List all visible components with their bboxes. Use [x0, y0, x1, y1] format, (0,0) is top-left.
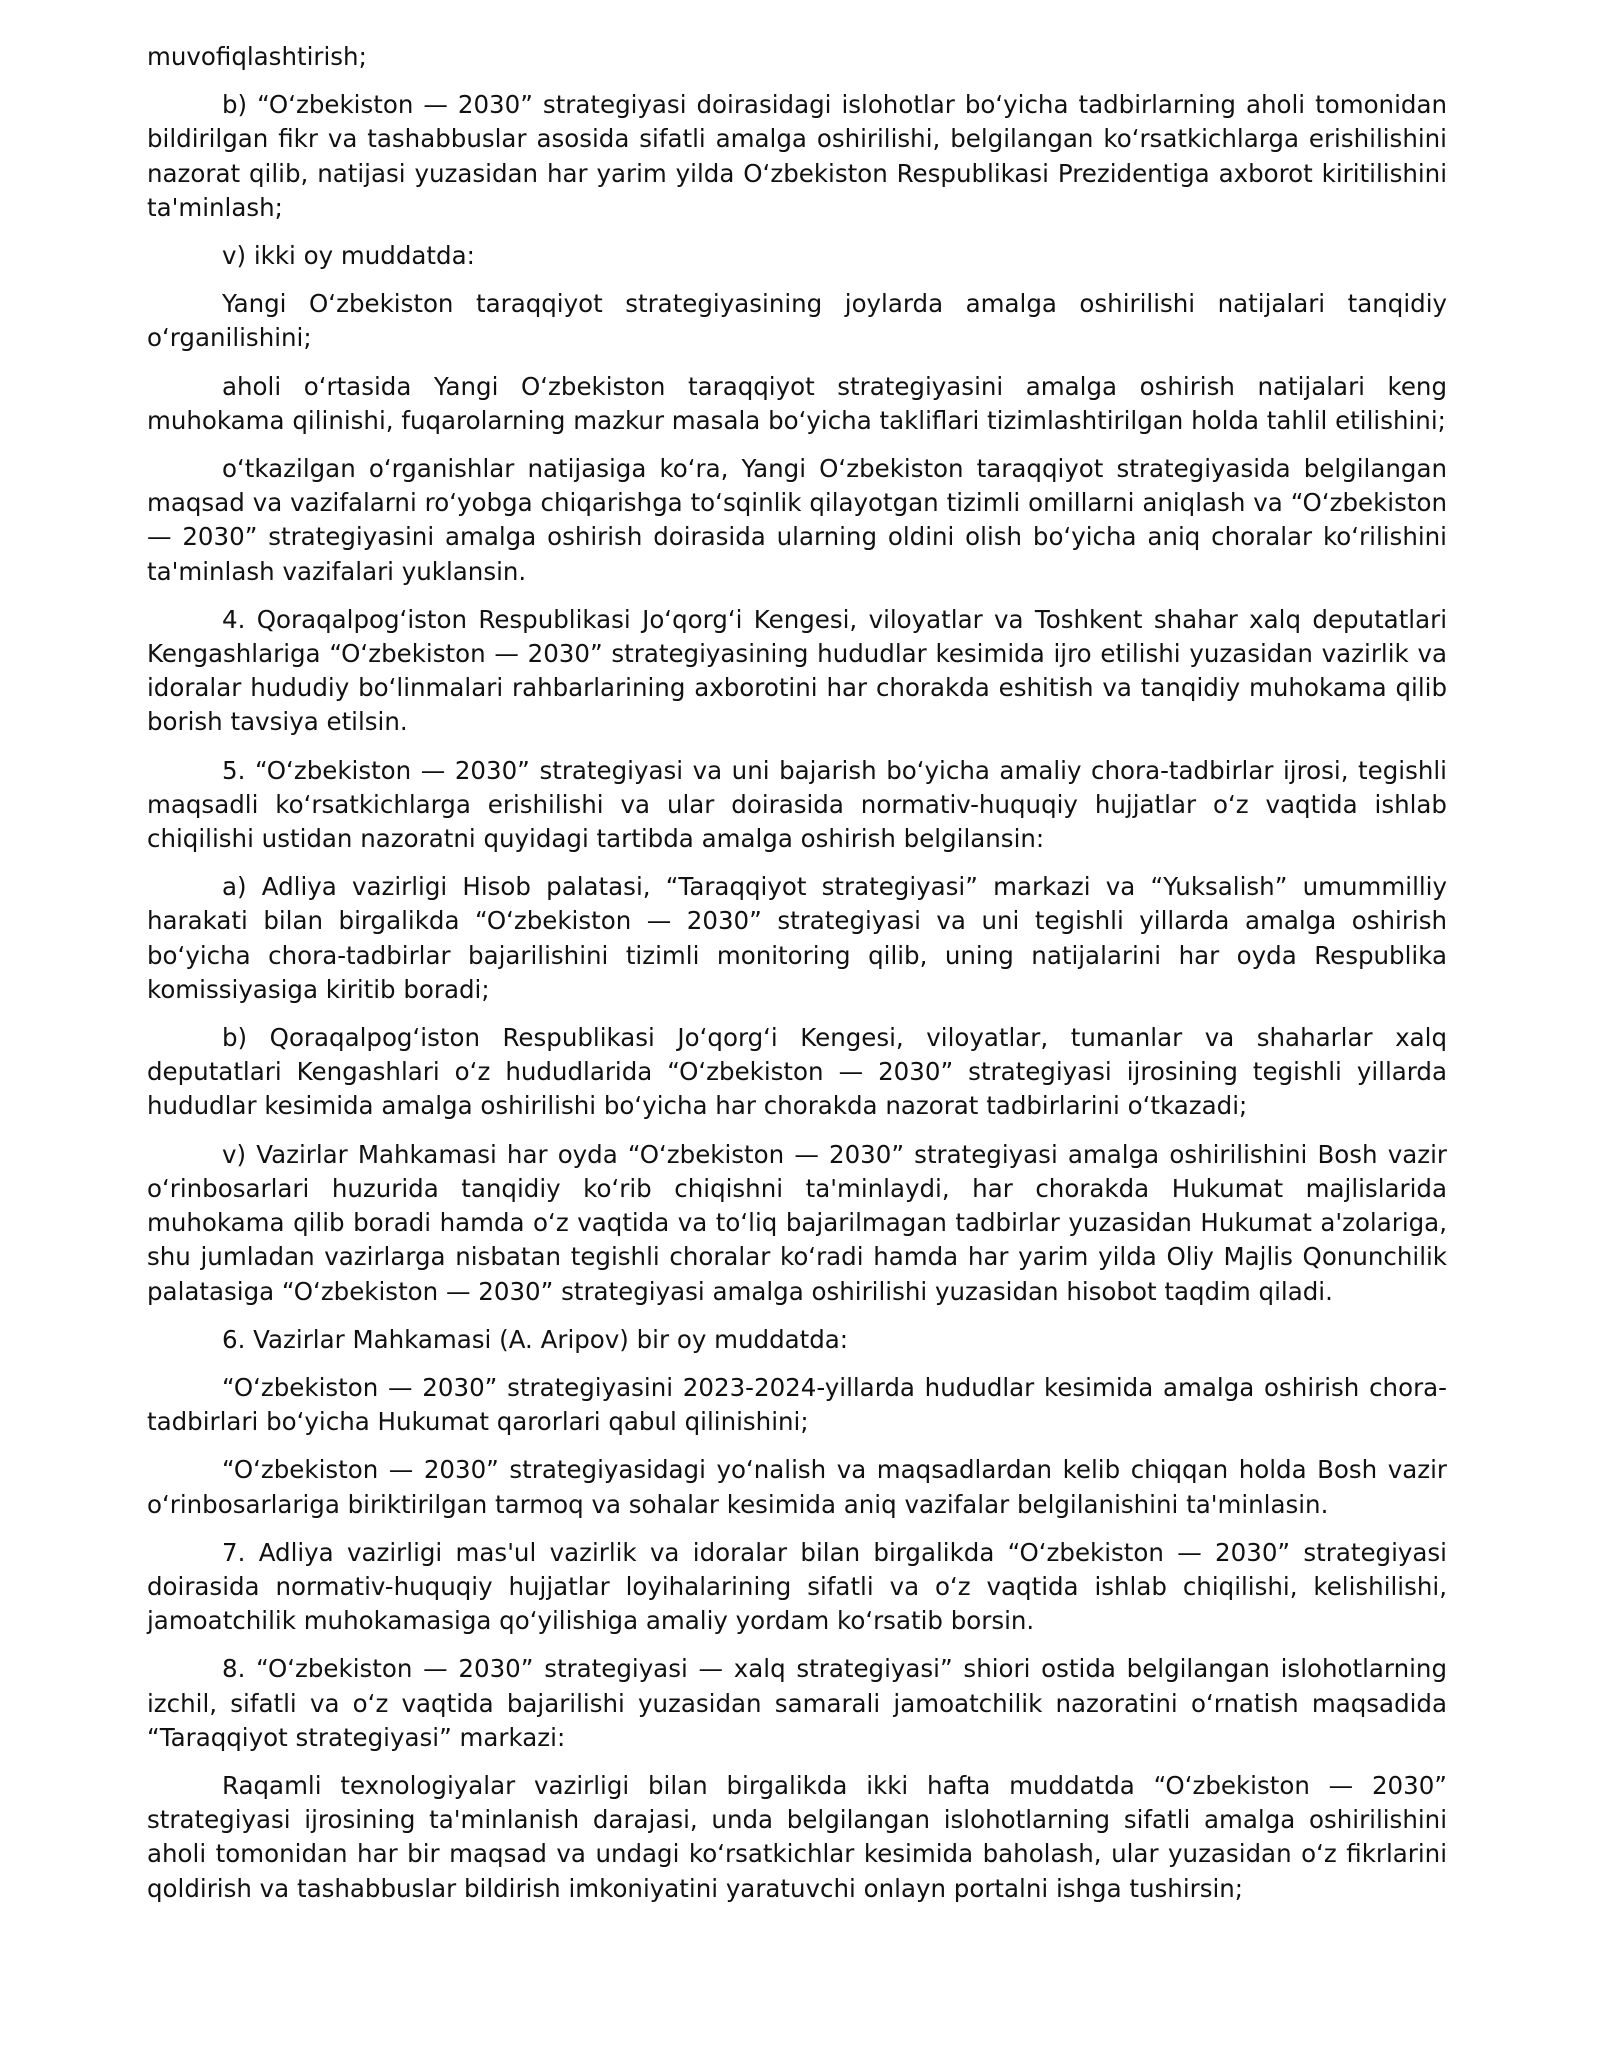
paragraph-item-5b: b) Qoraqalpogʻiston Respublikasi Joʻqorgʻi Kengesi, viloyatlar, tumanlar va shaharlar xalq deputatlari Kengashlari oʻz hududlarida “Oʻzbekiston — 2030” strategiyasi ijrosining tegishli yillarda hududlar kesimida amalga oshirilishi boʻyicha har chorakda nazorat tadbirlarini oʻtkazadi;	[147, 1023, 1447, 1121]
document-page	[147, 40, 1447, 1920]
paragraph-item-4: 4. Qoraqalpogʻiston Respublikasi Joʻqorgʻi Kengesi, viloyatlar va Toshkent shahar xalq deputatlari Kengashlariga “Oʻzbekiston — 2030” strategiyasining hududlar kesimida ijro etilishi yuzasidan vazirlik va idoralar hududiy boʻlinmalari rahbarlarining axborotini har chorakda eshitish va tanqidiy muhokama qilib borish tavsiya etilsin.	[147, 604, 1447, 737]
paragraph-item-5: 5. “Oʻzbekiston — 2030” strategiyasi va uni bajarish boʻyicha amaliy chora-tadbirlar ijrosi, tegishli maqsadli koʻrsatkichlarga erishilishi va ular doirasida normativ-huquqiy hujjatlar oʻz vaqtida ishlab chiqilishi ustidan nazoratni quyidagi tartibda amalga oshirish belgilansin:	[147, 755, 1447, 854]
paragraph-item-5v: v) Vazirlar Mahkamasi har oyda “Oʻzbekiston — 2030” strategiyasi amalga oshirilishini Bosh vazir oʻrinbosarlari huzurida tanqidiy koʻrib chiqishni ta'minlaydi, har chorakda Hukumat majlislarida muhokama qilib boradi hamda oʻz vaqtida va toʻliq bajarilmagan tadbirlar yuzasidan Hukumat a'zolariga, shu jumladan vazirlarga nisbatan tegishli choralar koʻradi hamda har yarim yilda Oliy Majlis Qonunchilik palatasiga “Oʻzbekiston — 2030” strategiyasi amalga oshirilishi yuzasidan hisobot taqdim qiladi.	[147, 1139, 1447, 1306]
paragraph-strategy-study: Yangi Oʻzbekiston taraqqiyot strategiyasining joylarda amalga oshirilishi natijalari tanqidiy oʻrganilishini;	[147, 289, 1447, 353]
paragraph-item-6-tasks: “Oʻzbekiston — 2030” strategiyasidagi yoʻnalish va maqsadlardan kelib chiqqan holda Bosh vazir oʻrinbosarlariga biriktirilgan tarmoq va sohalar kesimida aniq vazifalar belgilanishini ta'minlasin.	[147, 1455, 1447, 1519]
paragraph-item-8-portal: Raqamli texnologiyalar vazirligi bilan birgalikda ikki hafta muddatda “Oʻzbekiston — 2030” strategiyasi ijrosining ta'minlanish darajasi, unda belgilangan islohotlarning sifatli amalga oshirilishini aholi tomonidan har bir maqsad va undagi koʻrsatkichlar kesimida baholash, ular yuzasidan oʻz fikrlarini qoldirish va tashabbuslar bildirish imkoniyatini yaratuvchi onlayn portalni ishga tushirsin;	[147, 1770, 1447, 1903]
paragraph-item-7: 7. Adliya vazirligi mas'ul vazirlik va idoralar bilan birgalikda “Oʻzbekiston — 2030” strategiyasi doirasida normativ-huquqiy hujjatlar loyihalarining sifatli va oʻz vaqtida ishlab chiqilishi, kelishilishi, jamoatchilik muhokamasiga qoʻyilishiga amaliy yordam koʻrsatib borsin.	[147, 1537, 1447, 1636]
paragraph-systemic-factors: oʻtkazilgan oʻrganishlar natijasiga koʻra, Yangi Oʻzbekiston taraqqiyot strategiyasida belgilangan maqsad va vazifalarni roʻyobga chiqarishga toʻsqinlik qilayotgan tizimli omillarni aniqlash va “Oʻzbekiston — 2030” strategiyasini amalga oshirish doirasida ularning oldini olish boʻyicha aniq choralar koʻrilishini ta'minlash vazifalari yuklansin.	[147, 454, 1447, 586]
paragraph-item-5a: a) Adliya vazirligi Hisob palatasi, “Taraqqiyot strategiyasi” markazi va “Yuksalish” umummilliy harakati bilan birgalikda “Oʻzbekiston — 2030” strategiyasi va uni tegishli yillarda amalga oshirish boʻyicha chora-tadbirlar bajarilishini tizimli monitoring qilib, uning natijalarini har oyda Respublika komissiyasiga kiritib boradi;	[147, 872, 1447, 1004]
paragraph-item-6: 6. Vazirlar Mahkamasi (A. Aripov) bir oy muddatda:	[222, 1324, 849, 1354]
paragraph-item-8: 8. “Oʻzbekiston — 2030” strategiyasi — xalq strategiyasi” shiori ostida belgilangan islohotlarning izchil, sifatli va oʻz vaqtida bajarilishi yuzasidan samarali jamoatchilik nazoratini oʻrnatish maqsadida “Taraqqiyot strategiyasi” markazi:	[147, 1654, 1447, 1752]
paragraph-b-reporting: b) “Oʻzbekiston — 2030” strategiyasi doirasidagi islohotlar boʻyicha tadbirlarning aholi tomonidan bildirilgan fikr va tashabbuslar asosida sifatli amalga oshirilishi, belgilangan koʻrsatkichlarga erishilishini nazorat qilib, natijasi yuzasidan har yarim yilda Oʻzbekiston Respublikasi Prezidentiga axborot kiritilishini ta'minlash;	[147, 90, 1447, 222]
paragraph-v-two-months: v) ikki oy muddatda:	[222, 241, 475, 271]
paragraph-continuation: muvofiqlashtirish;	[147, 42, 367, 71]
paragraph-item-6-decisions: “Oʻzbekiston — 2030” strategiyasini 2023-2024-yillarda hududlar kesimida amalga oshirish chora-tadbirlari boʻyicha Hukumat qarorlari qabul qilinishini;	[147, 1372, 1447, 1437]
paragraph-public-discussion: aholi oʻrtasida Yangi Oʻzbekiston taraqqiyot strategiyasini amalga oshirish natijalari keng muhokama qilinishi, fuqarolarning mazkur masala boʻyicha takliflari tizimlashtirilgan holda tahlil etilishini;	[147, 371, 1447, 435]
